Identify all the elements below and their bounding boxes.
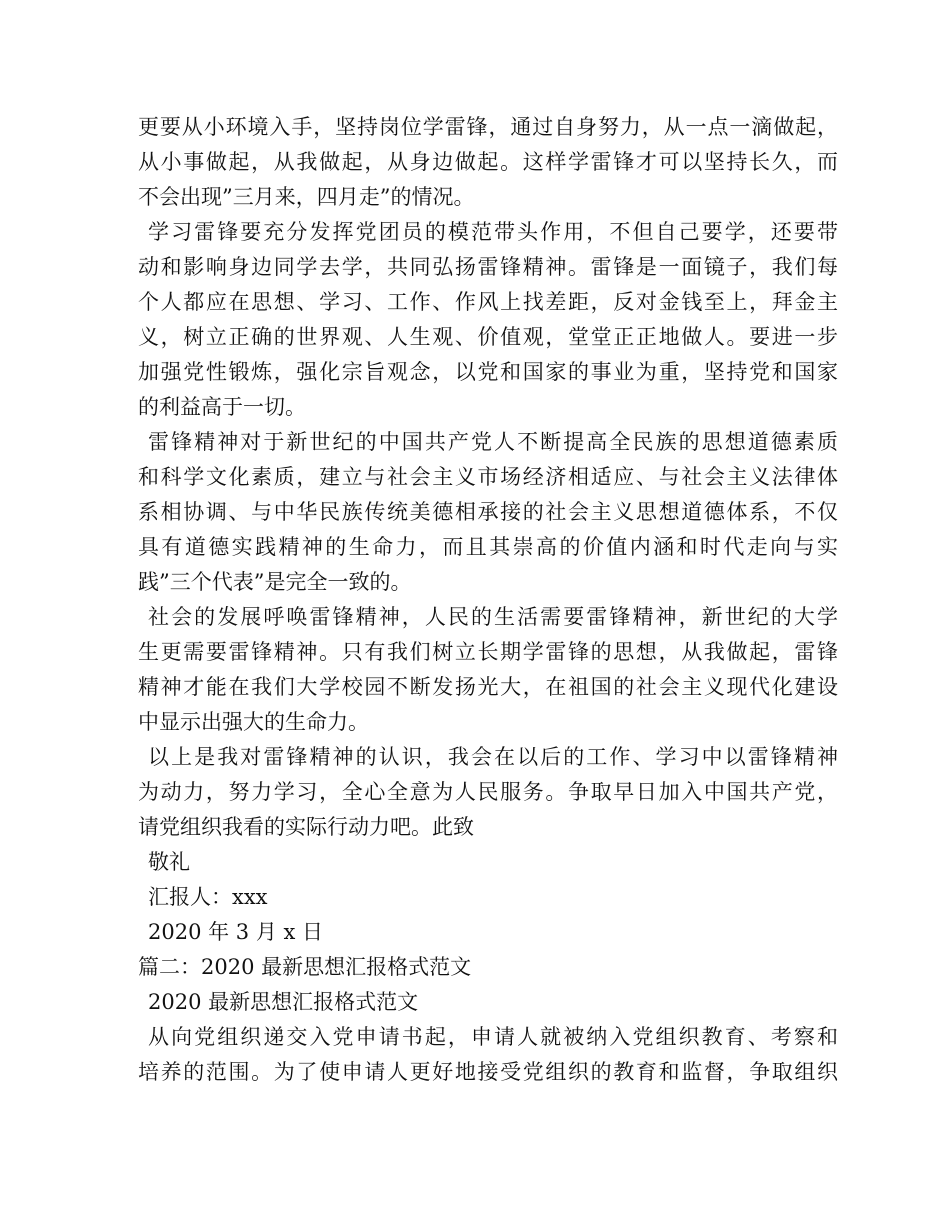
paragraph-start-line: 学习雷锋要充分发挥党团员的模范带头作用，不但自己要学，还要带 <box>148 220 838 244</box>
paragraph-start-line: 社会的发展呼唤雷锋精神，人民的生活需要雷锋精神，新世纪的大学 <box>148 605 838 629</box>
text-line: 的利益高于一切。 <box>138 395 306 419</box>
text-line: 系相协调、与中华民族传统美德相承接的社会主义思想道德体系，不仅 <box>138 500 838 524</box>
text-line: 生更需要雷锋精神。只有我们树立长期学雷锋的思想，从我做起，雷锋 <box>138 640 838 664</box>
date-line: 2020 年 3 月 x 日 <box>148 920 324 944</box>
text-line: 义，树立正确的世界观、人生观、价值观，堂堂正正地做人。要进一步 <box>138 325 838 349</box>
document-body <box>138 110 838 1090</box>
section-subtitle: 2020 最新思想汇报格式范文 <box>148 990 419 1014</box>
text-line: 和科学文化素质，建立与社会主义市场经济相适应、与社会主义法律体 <box>138 465 838 489</box>
text-line: 动和影响身边同学去学，共同弘扬雷锋精神。雷锋是一面镜子，我们每 <box>138 255 838 279</box>
section-heading: 篇二：2020 最新思想汇报格式范文 <box>138 955 472 979</box>
text-line: 加强党性锻炼，强化宗旨观念，以党和国家的事业为重，坚持党和国家 <box>138 360 838 384</box>
text-line: 为动力，努力学习，全心全意为人民服务。争取早日加入中国共产党， <box>138 780 838 804</box>
text-line: 从小事做起，从我做起，从身边做起。这样学雷锋才可以坚持长久，而 <box>138 150 838 174</box>
paragraph-start-line: 以上是我对雷锋精神的认识，我会在以后的工作、学习中以雷锋精神 <box>148 745 838 769</box>
text-line: 更要从小环境入手，坚持岗位学雷锋，通过自身努力，从一点一滴做起， <box>138 115 838 139</box>
text-line: 践”三个代表”是完全一致的。 <box>138 570 412 594</box>
salutation-line: 敬礼 <box>148 850 190 874</box>
text-line: 精神才能在我们大学校园不断发扬光大，在祖国的社会主义现代化建设 <box>138 675 838 699</box>
reporter-line: 汇报人：xxx <box>148 885 268 909</box>
text-line: 具有道德实践精神的生命力，而且其崇高的价值内涵和时代走向与实 <box>138 535 838 559</box>
text-line: 中显示出强大的生命力。 <box>138 710 369 734</box>
text-line: 请党组织我看的实际行动力吧。此致 <box>138 815 474 839</box>
text-line: 个人都应在思想、学习、工作、作风上找差距，反对金钱至上，拜金主 <box>138 290 838 314</box>
text-line: 不会出现”三月来，四月走”的情况。 <box>138 185 475 209</box>
paragraph-start-line: 雷锋精神对于新世纪的中国共产党人不断提高全民族的思想道德素质 <box>148 430 838 454</box>
text-line: 培养的范围。为了使申请人更好地接受党组织的教育和监督，争取组织 <box>138 1060 838 1084</box>
paragraph-start-line: 从向党组织递交入党申请书起，申请人就被纳入党组织教育、考察和 <box>148 1025 838 1049</box>
